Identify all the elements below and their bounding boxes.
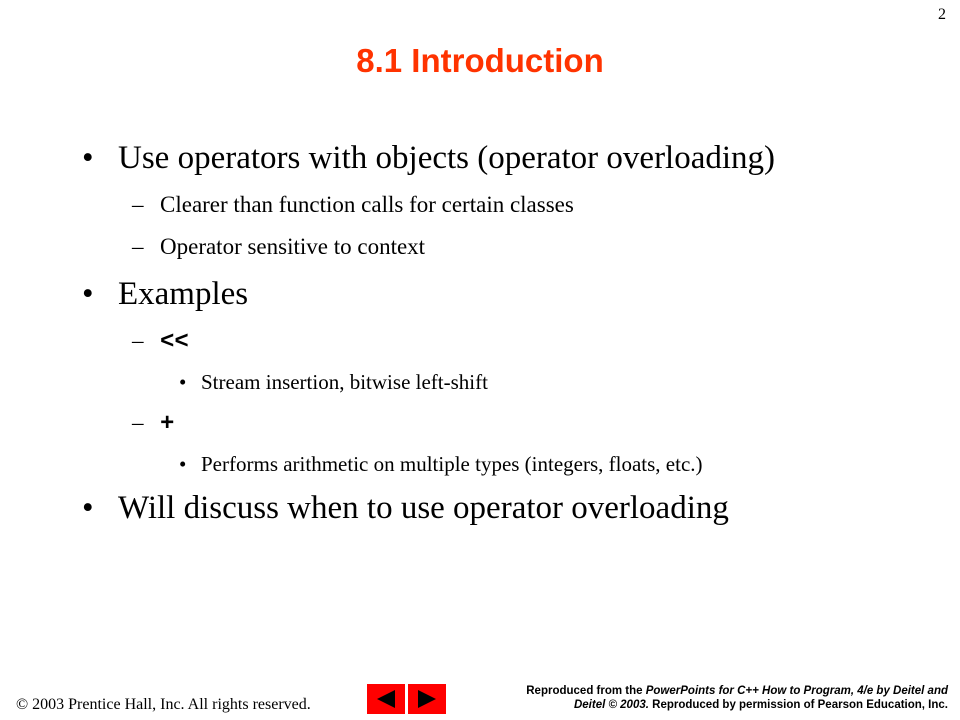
sub-bullet-context-text: Operator sensitive to context xyxy=(160,234,426,259)
bullet-will-discuss: • Will discuss when to use operator overloading xyxy=(118,490,729,527)
slide-title: 8.1 Introduction xyxy=(356,42,604,79)
plus-operator-code: + xyxy=(160,411,175,438)
bullet-operators-with-objects: • Use operators with objects (operator overloading) xyxy=(118,140,775,177)
attribution-suffix: Reproduced by permission of Pearson Education, Inc. xyxy=(648,699,948,711)
triangle-right-icon xyxy=(416,689,438,709)
sub-bullet-clearer-text: Clearer than function calls for certain classes xyxy=(160,192,574,217)
attribution-prefix: Reproduced from the xyxy=(526,685,646,697)
attribution-book: PowerPoints for C++ How to Program, 4/e by Deitel and Deitel © 2003. xyxy=(573,685,948,711)
attribution-notice xyxy=(493,684,948,712)
bullet-examples: • Examples xyxy=(118,276,248,313)
shift-operator-description: • Stream insertion, bitwise left-shift xyxy=(201,370,488,395)
example-shift-operator: – << xyxy=(132,328,189,356)
triangle-left-icon xyxy=(375,689,397,709)
page-number: 2 xyxy=(938,6,946,23)
copyright-notice: © 2003 Prentice Hall, Inc. All rights reserved. xyxy=(16,696,311,713)
shift-operator-code: << xyxy=(160,329,189,356)
sub-bullet-context: – Operator sensitive to context xyxy=(132,234,426,259)
sub-bullet-clearer: – Clearer than function calls for certain classes xyxy=(132,192,574,217)
previous-slide-button[interactable] xyxy=(367,684,405,714)
example-plus-operator: – + xyxy=(132,410,175,438)
next-slide-button[interactable] xyxy=(408,684,446,714)
plus-operator-description: • Performs arithmetic on multiple types (integers, floats, etc.) xyxy=(201,452,703,477)
